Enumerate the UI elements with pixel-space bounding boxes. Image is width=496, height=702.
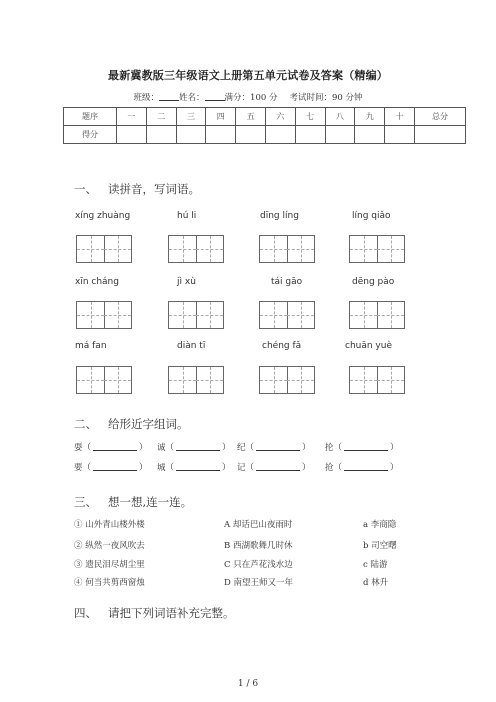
score-table-score-row (64, 126, 466, 144)
score-entry-cell[interactable] (325, 126, 355, 144)
table-cell: 题序 (64, 108, 117, 126)
score-entry-cell[interactable] (176, 126, 206, 144)
writing-grid[interactable] (168, 301, 224, 329)
section-number: 三、 (74, 495, 97, 509)
section-title: 读拼音，写词语。 (108, 182, 200, 196)
poem-match-item[interactable]: A 却话巴山夜雨时 (224, 520, 293, 530)
score-table (63, 107, 466, 144)
section-number: 四、 (74, 606, 97, 620)
score-entry-cell[interactable] (295, 126, 325, 144)
exam-time: 考试时间：90 分钟 (289, 93, 363, 103)
writing-grid[interactable] (349, 366, 405, 394)
score-entry-cell[interactable] (385, 126, 415, 144)
pinyin-label: jì xù (177, 277, 196, 287)
page-number: 1 / 6 (237, 679, 259, 689)
poet-item[interactable]: d 林升 (363, 578, 389, 588)
poet-item[interactable]: c 陆游 (363, 560, 388, 570)
matching-row (74, 576, 474, 589)
poem-line-item[interactable]: ③ 遗民泪尽胡尘里 (74, 560, 145, 570)
answer-blank[interactable] (256, 442, 300, 451)
section-1-heading (74, 181, 200, 197)
section-number: 二、 (74, 417, 97, 431)
writing-grid[interactable] (349, 235, 405, 263)
score-entry-cell[interactable] (236, 126, 266, 144)
section-3-heading (74, 494, 192, 510)
pinyin-label: líng qiǎo (352, 211, 391, 221)
answer-blank[interactable] (344, 442, 388, 451)
table-cell: 得分 (64, 126, 117, 144)
pinyin-label: má fan (75, 341, 107, 351)
writing-grid[interactable] (259, 366, 315, 394)
pinyin-label: chéng fǎ (262, 341, 302, 351)
pinyin-label: xīn cháng (75, 277, 119, 287)
pinyin-label: dīng líng (260, 211, 299, 221)
poem-match-item[interactable]: B 西湖歌舞几时休 (224, 541, 293, 551)
score-entry-cell[interactable] (415, 126, 466, 144)
pinyin-label: chuān yuè (345, 341, 393, 351)
pinyin-label: dēng pào (352, 277, 395, 287)
poem-line-item[interactable]: ④ 何当共剪西窗烛 (74, 578, 145, 588)
full-score: 满分：100 分 (224, 93, 278, 103)
poet-item[interactable]: b 司空曙 (363, 541, 397, 551)
exam-page: 最新冀教版三年级语文上册第五单元试卷及答案（精编） 班级： 姓名： 满分：100 分 考试时间：90 分钟 题序 一 二 三 四 五 六 七 八 九 十 总分 得分 一、 读拼音，写词语。 xíng zhuàng hú li dīng líng líng qiǎo xīn cháng jì xù tái gāo dēng pào má fan diàn tī chéng fǎ chuān yuè 二、 给形近字组词。 耍（ ） 诚（ ） 纪（ ） 抡（ ） 要（ ） 城（ ） 记（ ） 抢（ ） 三、 想一想,连一连。 ① 山外青山楼外楼 A 却话巴山夜雨时 a 李商隐 ② 纵然一夜风吹去 B 西湖歌舞几时休 b 司空曙 ③ 遗民泪尽胡尘里 C 只在芦花浅水边 c 陆游 ④ 何当共剪西窗烛 D 南望王师又一年 d 林升 四、 请把下列词语补充完整。 1 / 6 (0, 0, 496, 702)
poem-match-item[interactable]: D 南望王师又一年 (224, 578, 294, 588)
table-cell: 六 (265, 108, 295, 126)
matching-row (74, 518, 474, 531)
writing-grid[interactable] (76, 235, 132, 263)
writing-grid[interactable] (76, 366, 132, 394)
poem-line-item[interactable]: ② 纵然一夜风吹去 (74, 541, 145, 551)
class-blank[interactable] (159, 91, 179, 101)
name-label: 姓名： (179, 93, 205, 103)
section-number: 一、 (74, 182, 97, 196)
table-cell: 九 (355, 108, 385, 126)
answer-blank[interactable] (256, 462, 300, 471)
answer-blank[interactable] (344, 462, 388, 471)
table-cell: 二 (146, 108, 176, 126)
pinyin-label: hú li (177, 211, 197, 221)
section-4-heading (74, 605, 235, 621)
section-title: 想一想,连一连。 (108, 495, 193, 509)
table-cell: 一 (117, 108, 147, 126)
score-entry-cell[interactable] (146, 126, 176, 144)
table-cell: 五 (236, 108, 266, 126)
section-title: 给形近字组词。 (108, 417, 189, 431)
writing-grid[interactable] (168, 366, 224, 394)
class-label: 班级： (133, 93, 160, 103)
writing-grid[interactable] (259, 301, 315, 329)
section-2-heading (74, 416, 189, 432)
pinyin-label: diàn tī (177, 341, 206, 351)
pinyin-label: xíng zhuàng (75, 211, 131, 221)
matching-row (74, 539, 474, 552)
pinyin-label: tái gāo (271, 277, 303, 287)
page-title: 最新冀教版三年级语文上册第五单元试卷及答案（精编） (108, 69, 388, 82)
table-cell: 三 (176, 108, 206, 126)
table-cell: 十 (385, 108, 415, 126)
writing-grid[interactable] (349, 301, 405, 329)
poem-match-item[interactable]: C 只在芦花浅水边 (224, 560, 293, 570)
table-cell: 四 (206, 108, 236, 126)
writing-grid[interactable] (259, 235, 315, 263)
writing-grid[interactable] (76, 301, 132, 329)
score-entry-cell[interactable] (355, 126, 385, 144)
section-title: 请把下列词语补充完整。 (108, 606, 235, 620)
table-cell: 七 (295, 108, 325, 126)
answer-blank[interactable] (176, 442, 220, 451)
score-entry-cell[interactable] (206, 126, 236, 144)
name-blank[interactable] (205, 91, 225, 101)
poet-item[interactable]: a 李商隐 (363, 520, 397, 530)
score-table-header-row (64, 108, 466, 126)
table-cell: 总分 (415, 108, 466, 126)
matching-row (74, 558, 474, 571)
answer-blank[interactable] (93, 442, 137, 451)
answer-blank[interactable] (176, 462, 220, 471)
score-entry-cell[interactable] (265, 126, 295, 144)
answer-blank[interactable] (93, 462, 137, 471)
score-entry-cell[interactable] (117, 126, 147, 144)
exam-info (0, 91, 496, 103)
writing-grid[interactable] (168, 235, 224, 263)
table-cell: 八 (325, 108, 355, 126)
poem-line-item[interactable]: ① 山外青山楼外楼 (74, 520, 145, 530)
